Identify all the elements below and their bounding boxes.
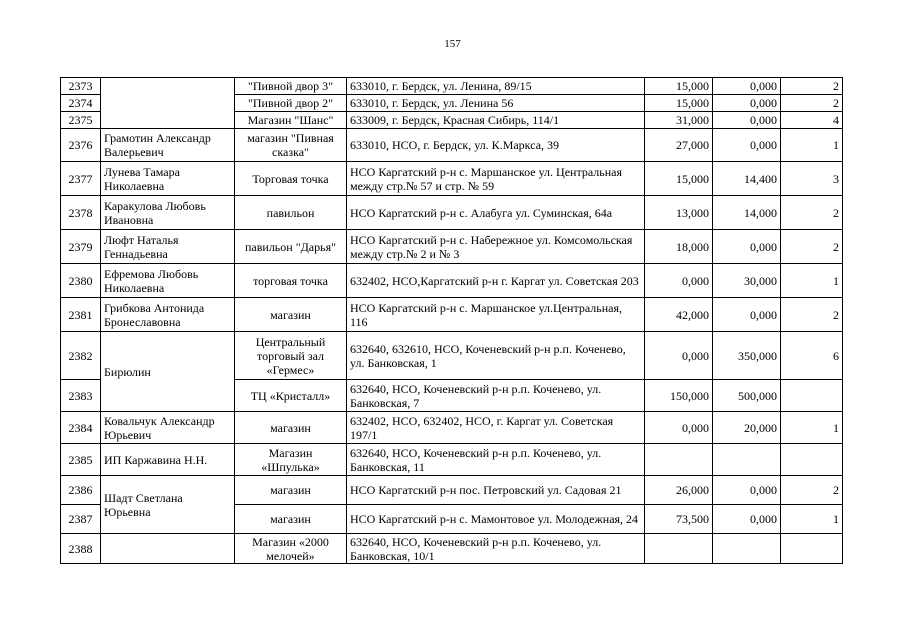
table-row [61, 534, 843, 564]
object-type-cell: магазин "Пивная сказка" [235, 129, 347, 162]
address-cell: 633010, г. Бердск, ул. Ленина, 89/15 [347, 78, 645, 95]
owner-cell: Ковальчук Александр Юрьевич [101, 412, 235, 444]
address-cell: 633009, г. Бердск, Красная Сибирь, 114/1 [347, 112, 645, 129]
address-cell: 632640, 632610, НСО, Коченевский р-н р.п. Коченево, ул. Банковская, 1 [347, 332, 645, 380]
address-cell: 632402, НСО, 632402, НСО, г. Каргат ул. Советская 197/1 [347, 412, 645, 444]
row-number-cell: 2382 [61, 332, 101, 380]
table-row [61, 264, 843, 298]
object-type-cell: Магазин «2000 мелочей» [235, 534, 347, 564]
object-type-cell: магазин [235, 298, 347, 332]
table-row [61, 78, 843, 95]
owner-cell: ИП Каржавина Н.Н. [101, 444, 235, 476]
value-cell-3: 1 [781, 412, 843, 444]
owner-cell: Бирюлин [101, 332, 235, 412]
table-row [61, 230, 843, 264]
row-number-cell: 2385 [61, 444, 101, 476]
address-cell: 632640, НСО, Коченевский р-н р.п. Коченево, ул. Банковская, 7 [347, 380, 645, 412]
address-cell: 633010, г. Бердск, ул. Ленина 56 [347, 95, 645, 112]
table-row [61, 298, 843, 332]
owner-cell [101, 534, 235, 564]
value-cell-2: 0,000 [713, 505, 781, 534]
row-number-cell: 2388 [61, 534, 101, 564]
value-cell-3: 2 [781, 95, 843, 112]
value-cell-2: 20,000 [713, 412, 781, 444]
value-cell-3 [781, 380, 843, 412]
object-type-cell: "Пивной двор 3" [235, 78, 347, 95]
value-cell-3: 4 [781, 112, 843, 129]
address-cell: 632402, НСО,Каргатский р-н г. Каргат ул. Советская 203 [347, 264, 645, 298]
table-row [61, 129, 843, 162]
value-cell-3 [781, 534, 843, 564]
object-type-cell: Центральный торговый зал «Гермес» [235, 332, 347, 380]
value-cell-1: 27,000 [645, 129, 713, 162]
owner-cell: Шадт Светлана Юрьевна [101, 476, 235, 534]
object-type-cell: ТЦ «Кристалл» [235, 380, 347, 412]
value-cell-2: 0,000 [713, 230, 781, 264]
table-row [61, 444, 843, 476]
table-row [61, 196, 843, 230]
owner-cell: Каракулова Любовь Ивановна [101, 196, 235, 230]
address-cell: НСО Каргатский р-н пос. Петровский ул. Садовая 21 [347, 476, 645, 505]
object-type-cell: магазин [235, 476, 347, 505]
value-cell-2: 0,000 [713, 112, 781, 129]
value-cell-3: 2 [781, 298, 843, 332]
value-cell-1: 26,000 [645, 476, 713, 505]
value-cell-1 [645, 534, 713, 564]
value-cell-3: 2 [781, 476, 843, 505]
value-cell-1: 0,000 [645, 412, 713, 444]
row-number-cell: 2381 [61, 298, 101, 332]
value-cell-2: 500,000 [713, 380, 781, 412]
object-type-cell: торговая точка [235, 264, 347, 298]
address-cell: 632640, НСО, Коченевский р-н р.п. Коченево, ул. Банковская, 11 [347, 444, 645, 476]
row-number-cell: 2380 [61, 264, 101, 298]
value-cell-2: 0,000 [713, 476, 781, 505]
row-number-cell: 2384 [61, 412, 101, 444]
owner-cell: Грамотин Александр Валерьевич [101, 129, 235, 162]
value-cell-1: 0,000 [645, 332, 713, 380]
object-type-cell: магазин [235, 412, 347, 444]
value-cell-2: 0,000 [713, 95, 781, 112]
value-cell-3: 1 [781, 129, 843, 162]
value-cell-2 [713, 534, 781, 564]
row-number-cell: 2387 [61, 505, 101, 534]
row-number-cell: 2383 [61, 380, 101, 412]
value-cell-1: 15,000 [645, 95, 713, 112]
value-cell-1: 15,000 [645, 162, 713, 196]
value-cell-2 [713, 444, 781, 476]
table-row [61, 412, 843, 444]
value-cell-3 [781, 444, 843, 476]
value-cell-3: 1 [781, 264, 843, 298]
address-cell: НСО Каргатский р-н с. Набережное ул. Комсомольская между стр.№ 2 и № 3 [347, 230, 645, 264]
value-cell-1: 42,000 [645, 298, 713, 332]
value-cell-1: 15,000 [645, 78, 713, 95]
table-row [61, 476, 843, 505]
object-type-cell: Магазин "Шанс" [235, 112, 347, 129]
value-cell-1 [645, 444, 713, 476]
object-type-cell: павильон [235, 196, 347, 230]
object-type-cell: Магазин «Шпулька» [235, 444, 347, 476]
address-cell: 632640, НСО, Коченевский р-н р.п. Коченево, ул. Банковская, 10/1 [347, 534, 645, 564]
value-cell-1: 18,000 [645, 230, 713, 264]
value-cell-1: 31,000 [645, 112, 713, 129]
value-cell-2: 14,000 [713, 196, 781, 230]
value-cell-1: 150,000 [645, 380, 713, 412]
row-number-cell: 2386 [61, 476, 101, 505]
value-cell-1: 13,000 [645, 196, 713, 230]
value-cell-3: 2 [781, 230, 843, 264]
object-type-cell: Торговая точка [235, 162, 347, 196]
value-cell-2: 14,400 [713, 162, 781, 196]
owner-cell: Люфт Наталья Геннадьевна [101, 230, 235, 264]
value-cell-1: 0,000 [645, 264, 713, 298]
value-cell-3: 2 [781, 196, 843, 230]
row-number-cell: 2379 [61, 230, 101, 264]
value-cell-3: 3 [781, 162, 843, 196]
owner-cell [101, 78, 235, 129]
value-cell-2: 0,000 [713, 78, 781, 95]
address-cell: НСО Каргатский р-н с. Маршанское ул. Центральная между стр.№ 57 и стр. № 59 [347, 162, 645, 196]
object-type-cell: павильон "Дарья" [235, 230, 347, 264]
registry-table [60, 77, 843, 564]
object-type-cell: магазин [235, 505, 347, 534]
value-cell-3: 6 [781, 332, 843, 380]
table-row [61, 332, 843, 380]
value-cell-1: 73,500 [645, 505, 713, 534]
owner-cell: Лунева Тамара Николаевна [101, 162, 235, 196]
address-cell: НСО Каргатский р-н с. Маршанское ул.Центральная, 116 [347, 298, 645, 332]
value-cell-2: 0,000 [713, 298, 781, 332]
row-number-cell: 2374 [61, 95, 101, 112]
value-cell-3: 1 [781, 505, 843, 534]
row-number-cell: 2377 [61, 162, 101, 196]
value-cell-3: 2 [781, 78, 843, 95]
value-cell-2: 0,000 [713, 129, 781, 162]
value-cell-2: 30,000 [713, 264, 781, 298]
object-type-cell: "Пивной двор 2" [235, 95, 347, 112]
row-number-cell: 2376 [61, 129, 101, 162]
address-cell: НСО Каргатский р-н с. Мамонтовое ул. Молодежная, 24 [347, 505, 645, 534]
row-number-cell: 2378 [61, 196, 101, 230]
owner-cell: Ефремова Любовь Николаевна [101, 264, 235, 298]
row-number-cell: 2375 [61, 112, 101, 129]
page-number: 157 [444, 38, 461, 50]
owner-cell: Грибкова Антонида Бронеславовна [101, 298, 235, 332]
address-cell: НСО Каргатский р-н с. Алабуга ул. Суминская, 64а [347, 196, 645, 230]
table-row [61, 162, 843, 196]
row-number-cell: 2373 [61, 78, 101, 95]
value-cell-2: 350,000 [713, 332, 781, 380]
address-cell: 633010, НСО, г. Бердск, ул. К.Маркса, 39 [347, 129, 645, 162]
